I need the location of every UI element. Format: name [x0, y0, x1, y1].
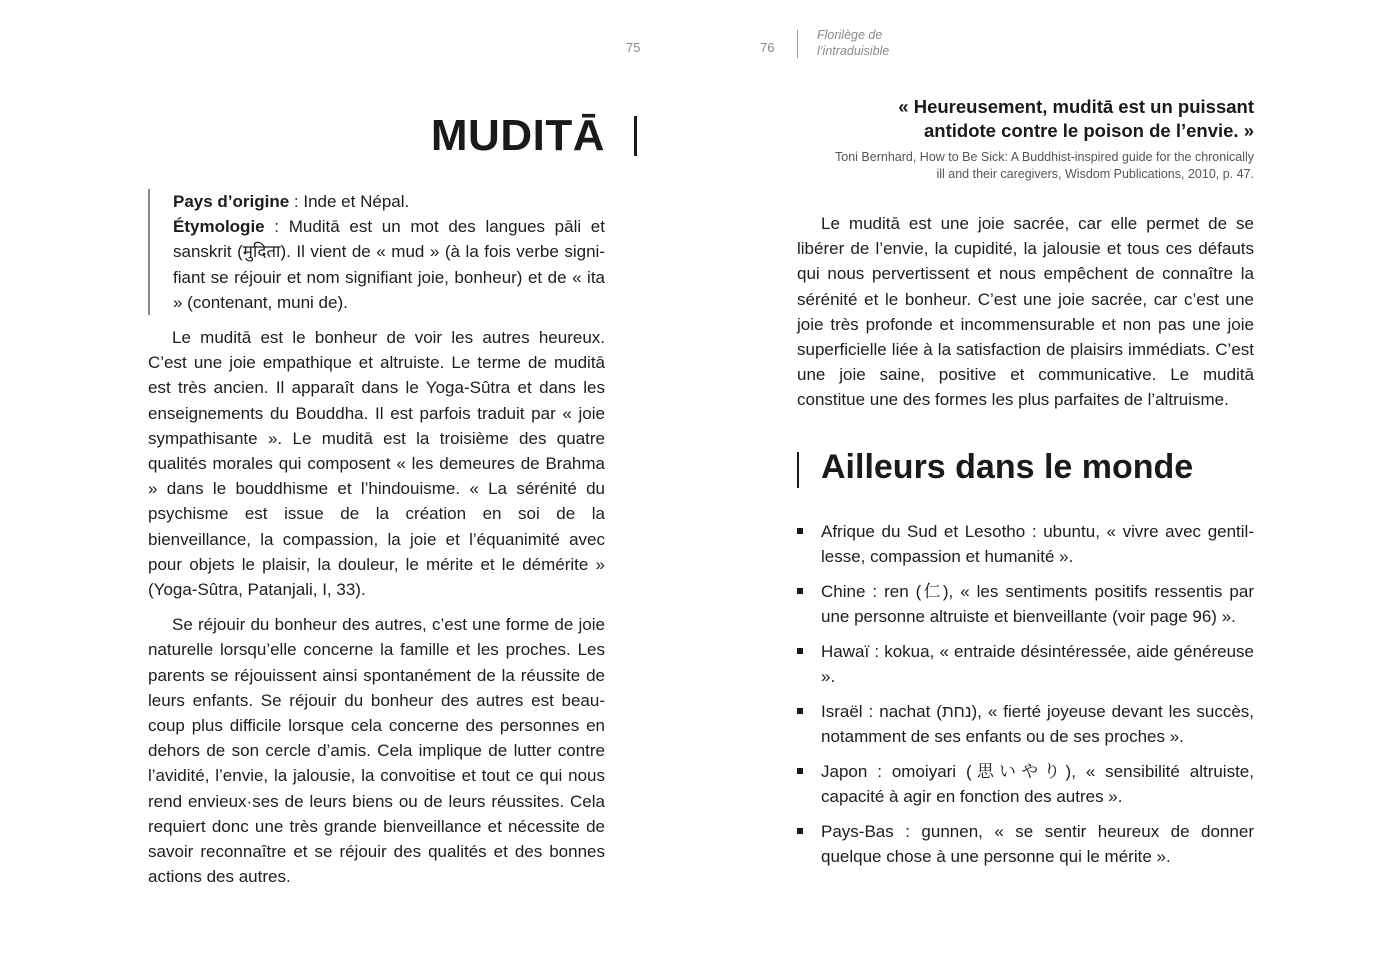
origin-value: : Inde et Népal.	[289, 192, 410, 211]
info-box	[148, 189, 605, 315]
epigraph-citation	[797, 149, 1254, 183]
list-item	[797, 759, 1254, 809]
list-item-text: Israël : nachat (נחת), « fierté joyeuse devant les succès, notamment de ses enfants ou de ses proches ».	[821, 701, 1254, 746]
citation-line-2: ill and their caregivers, Wisdom Publications, 2010, p. 47.	[936, 167, 1254, 181]
section-title: Ailleurs dans le monde	[821, 447, 1194, 486]
list-item-text: Pays-Bas : gunnen, « se sentir heureux de donner quelque chose à une personne qui le mérite ».	[821, 821, 1254, 866]
list-item	[797, 639, 1254, 689]
bullet-icon	[797, 768, 803, 774]
origin-line	[173, 189, 605, 214]
running-head-line-2: l’intraduisible	[817, 44, 890, 58]
list-item-text: Hawaï : kokua, « entraide désintéressée, aide généreuse ».	[821, 641, 1254, 686]
paragraph-1: Le muditā est le bonheur de voir les autres heureux. C’est une joie empathique et altruiste. Le terme de muditā est très ancien. Il apparaît dans le Yoga-Sûtra et dans les enseignements du Bouddha. Il est parfois traduit par « joie sympathisante ». Le muditā est la troisième des quatre qualités morales qui composent « les demeures de Brahma » dans le bouddhisme et l’hindouisme. « La sérénité du psychisme est issue de la création en soi de la bienveillance, la compassion, la joie et l’équanimité avec pour objets le plaisir, la douleur, le mérite et le démérite » (Yoga-Sûtra, Patanjali, I, 33).	[148, 328, 605, 600]
list-item	[797, 579, 1254, 629]
bullet-icon	[797, 528, 803, 534]
etymology-label: Étymologie	[173, 217, 265, 237]
epigraph-line-2: antidote contre le poison de l’envie. »	[924, 120, 1254, 141]
list-item	[797, 819, 1254, 869]
right-page	[797, 95, 1254, 879]
section-divider	[797, 452, 799, 488]
running-head-line-1: Florilège de	[817, 28, 883, 42]
origin-label: Pays d’origine	[173, 192, 290, 211]
list-item-text: Japon : omoiyari (思いやり), « sensibilité altruiste, capacité à agir en fonction des autres ».	[821, 761, 1254, 806]
etymology-value: : Muditā est un mot des langues pāli et sanskrit (मुदिता). Il vient de « mud » (à la fois verbe signifiant se réjouir et nom signifiant joie, bonheur) et de « ita » (contenant, muni de).	[173, 217, 605, 312]
page-number-right: 76	[760, 40, 775, 55]
body-paragraph: Le muditā est une joie sacrée, car elle permet de se libérer de l’envie, la cupidité, la jalousie et tous ces défauts qui nous pervertissent et nous empêchent de connaître la sérénité et le bonheur. C’est une joie sacrée, car c’est une joie très profonde et incommensurable et non pas une joie superficielle liée à la satisfaction de plaisirs immédiats. C’est une joie saine, positive et communicative. Le muditā constitue une des formes les plus parfaites de l’altruisme.	[797, 214, 1254, 410]
paragraph-2: Se réjouir du bonheur des autres, c’est une forme de joie naturelle lorsqu’elle concerne la famille et les proches. Les parents se réjouissent ainsi spontanément de la réussite de leurs enfants. Se réjouir du bonheur des autres est beaucoup plus difficile lorsque cela concerne des personnes en dehors de son cercle d’amis. Cela implique de lutter contre l’avidité, l’envie, la jalousie, la convoitise et tout ce qui nous rend envieux·ses de leurs biens ou de leurs réussites. Cela requiert donc une très grande bienveillance et nécessite de savoir reconnaître et se réjouir des qualités et des bonnes actions des autres.	[148, 615, 605, 887]
epigraph-line-1: « Heureusement, muditā est un puissant	[898, 96, 1254, 117]
list-item	[797, 519, 1254, 569]
epigraph-quote	[797, 95, 1254, 143]
etymology-line	[173, 214, 605, 315]
page-title: MUDITĀ	[430, 111, 605, 160]
page-number-left: 75	[626, 40, 641, 55]
title-divider	[634, 116, 637, 156]
section-header	[797, 447, 1254, 487]
bullet-icon	[797, 648, 803, 654]
running-head-divider	[797, 30, 798, 58]
list-item-text: Chine : ren (仁), « les sentiments positifs ressentis par une personne altruiste et bienveillante (voir page 96) ».	[821, 581, 1254, 626]
bullet-icon	[797, 588, 803, 594]
bullet-icon	[797, 708, 803, 714]
world-list	[797, 519, 1254, 869]
running-head	[817, 27, 889, 59]
bullet-icon	[797, 828, 803, 834]
list-item-text: Afrique du Sud et Lesotho : ubuntu, « vivre avec gentillesse, compassion et humanité ».	[821, 521, 1254, 566]
citation-line-1: Toni Bernhard, How to Be Sick: A Buddhist-inspired guide for the chronically	[835, 150, 1254, 164]
left-page	[148, 100, 605, 889]
list-item	[797, 699, 1254, 749]
